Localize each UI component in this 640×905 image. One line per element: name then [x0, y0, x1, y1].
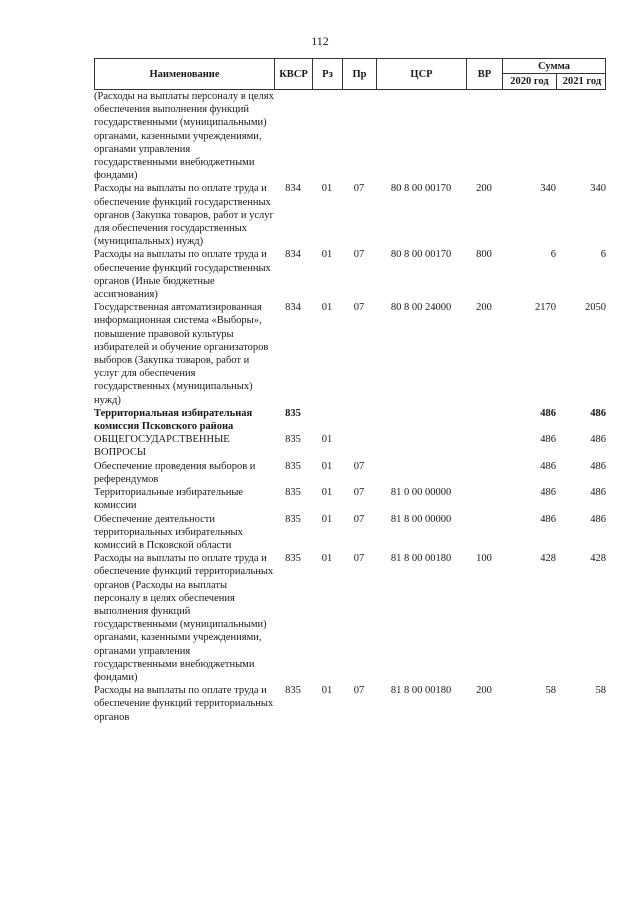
row-csr: 80 8 00 00170: [390, 183, 452, 195]
row-kvsr: 834: [285, 249, 301, 261]
row-csr: 81 8 00 00180: [390, 553, 452, 565]
budget-table: [94, 58, 606, 724]
row-rz: 01: [321, 553, 333, 565]
row-sum-2021: 486: [590, 513, 606, 525]
row-vr: 200: [476, 685, 492, 697]
header-2021: 2021 год: [562, 76, 602, 87]
row-sum-2021: 486: [590, 434, 606, 446]
row-csr: 81 0 00 00000: [390, 487, 452, 499]
row-sum-2021: 58: [595, 685, 606, 697]
row-sum-2020: 2170: [535, 302, 556, 314]
table-row: [94, 684, 606, 724]
row-pr: 07: [353, 487, 365, 499]
row-kvsr: 835: [285, 685, 301, 697]
header-csr: ЦСР: [376, 59, 466, 89]
row-vr: [466, 90, 502, 182]
row-sum-2021: 486: [590, 460, 606, 472]
row-sum-2021: 486: [590, 487, 606, 499]
row-vr: [466, 513, 502, 553]
header-kvsr: КВСР: [274, 59, 312, 89]
row-vr: 200: [476, 183, 492, 195]
row-rz: 01: [321, 183, 333, 195]
table-row: [94, 248, 606, 301]
row-sum-2020: [502, 90, 556, 182]
row-sum-2021: [556, 90, 606, 182]
row-name: Территориальные избирательные комиссии: [94, 487, 244, 512]
row-csr: 80 8 00 00170: [390, 249, 452, 261]
table-header: [94, 58, 606, 90]
table-row: [94, 513, 606, 553]
header-2020: 2020 год: [503, 74, 557, 89]
row-rz: 01: [321, 302, 333, 314]
row-csr: [376, 407, 466, 433]
row-sum-2020: 486: [540, 407, 556, 419]
row-sum-2020: 486: [540, 460, 556, 472]
row-kvsr: 835: [285, 487, 301, 499]
table-row: [94, 407, 606, 433]
header-rz: Рз: [312, 59, 342, 89]
row-csr: [376, 460, 466, 486]
header-sum-group: [502, 59, 606, 89]
row-csr: 81 8 00 00180: [390, 685, 452, 697]
table-row: [94, 433, 606, 459]
row-name: Территориальная избирательная комиссия Псковского района: [94, 407, 253, 433]
row-vr: [466, 433, 502, 459]
row-sum-2020: 340: [540, 183, 556, 195]
row-name: ОБЩЕГОСУДАРСТВЕННЫЕ ВОПРОСЫ: [94, 434, 230, 459]
row-sum-2020: 486: [540, 513, 556, 525]
row-kvsr: 835: [285, 553, 301, 565]
row-kvsr: 834: [285, 302, 301, 314]
row-sum-2020: 6: [550, 249, 556, 261]
row-name: Обеспечение проведения выборов и референдумов: [94, 460, 256, 485]
row-pr: [342, 433, 376, 459]
row-vr: [466, 486, 502, 512]
row-pr: 07: [353, 249, 365, 261]
row-name: Расходы на выплаты по оплате труда и обеспечение функций государственных органов (Закупка товаров, работ и услуг для обеспечения государственных (муниципальных) нужд): [94, 183, 274, 248]
row-csr: 80 8 00 24000: [390, 302, 452, 314]
row-pr: 07: [353, 460, 365, 472]
row-name: Расходы на выплаты по оплате труда и обеспечение функций государственных органов (Иные бюджетные ассигнования): [94, 249, 271, 301]
row-name: Государственная автоматизированная информационная система «Выборы», повышение правовой культуры избирателей и обучение организаторов выборов (Закупка товаров, работ и услуг для обеспечения государственных (муниципальных) нужд): [94, 302, 269, 406]
row-vr: [466, 407, 502, 433]
table-row: [94, 552, 606, 684]
row-pr: 07: [353, 685, 365, 697]
header-vr: ВР: [466, 59, 502, 89]
row-pr: 07: [353, 513, 365, 525]
row-rz: 01: [321, 249, 333, 261]
row-sum-2021: 486: [590, 407, 606, 419]
row-rz: 01: [321, 460, 333, 472]
table-row: [94, 90, 606, 182]
row-name: Расходы на выплаты по оплате труда и обеспечение функций территориальных органов (Расходы на выплаты персоналу в целях обеспечения выполнения функций государственными (муниципальными) органами, казенными учреждениями, органами управления государственными внебюджетными фондами): [94, 553, 274, 683]
row-pr: 07: [353, 183, 365, 195]
row-vr: 800: [476, 249, 492, 261]
row-sum-2020: 486: [540, 434, 556, 446]
row-rz: 01: [321, 685, 333, 697]
row-vr: 200: [476, 302, 492, 314]
row-vr: [466, 460, 502, 486]
row-kvsr: 835: [285, 513, 301, 525]
table-row: [94, 486, 606, 512]
row-name: Расходы на выплаты по оплате труда и обеспечение функций территориальных органов: [94, 685, 274, 723]
row-kvsr: 834: [285, 183, 301, 195]
row-sum-2020: 58: [545, 685, 556, 697]
row-name: (Расходы на выплаты персоналу в целях обеспечения выполнения функций государственными (муниципальными) органами, казенными учреждениями, органами управления государственными внебюджетными фондами): [94, 91, 274, 182]
row-kvsr: 835: [285, 460, 301, 472]
table-row: [94, 182, 606, 248]
row-pr: [342, 407, 376, 433]
table-body: [94, 90, 606, 724]
row-sum-2020: 486: [540, 487, 556, 499]
row-sum-2021: 2050: [585, 302, 606, 314]
header-name: Наименование: [94, 59, 274, 89]
row-rz: [312, 90, 342, 182]
row-pr: [342, 90, 376, 182]
row-name: Обеспечение деятельности территориальных избирательных комиссий в Псковской области: [94, 513, 243, 551]
row-sum-2021: 428: [590, 553, 606, 565]
page-number: 112: [311, 34, 329, 48]
row-kvsr: 835: [285, 407, 301, 419]
row-csr: 81 8 00 00000: [390, 513, 452, 525]
row-pr: 07: [353, 302, 365, 314]
row-rz: [312, 407, 342, 433]
row-sum-2021: 6: [600, 249, 606, 261]
row-kvsr: [274, 90, 312, 182]
row-pr: 07: [353, 553, 365, 565]
row-rz: 01: [321, 434, 333, 446]
row-rz: 01: [321, 513, 333, 525]
table-row: [94, 301, 606, 407]
row-csr: [376, 90, 466, 182]
row-kvsr: 835: [285, 434, 301, 446]
row-vr: 100: [476, 553, 492, 565]
table-row: [94, 460, 606, 486]
row-sum-2021: 340: [590, 183, 606, 195]
row-sum-2020: 428: [540, 553, 556, 565]
row-rz: 01: [321, 487, 333, 499]
header-sum: Сумма: [503, 59, 605, 74]
header-pr: Пр: [342, 59, 376, 89]
row-csr: [376, 433, 466, 459]
